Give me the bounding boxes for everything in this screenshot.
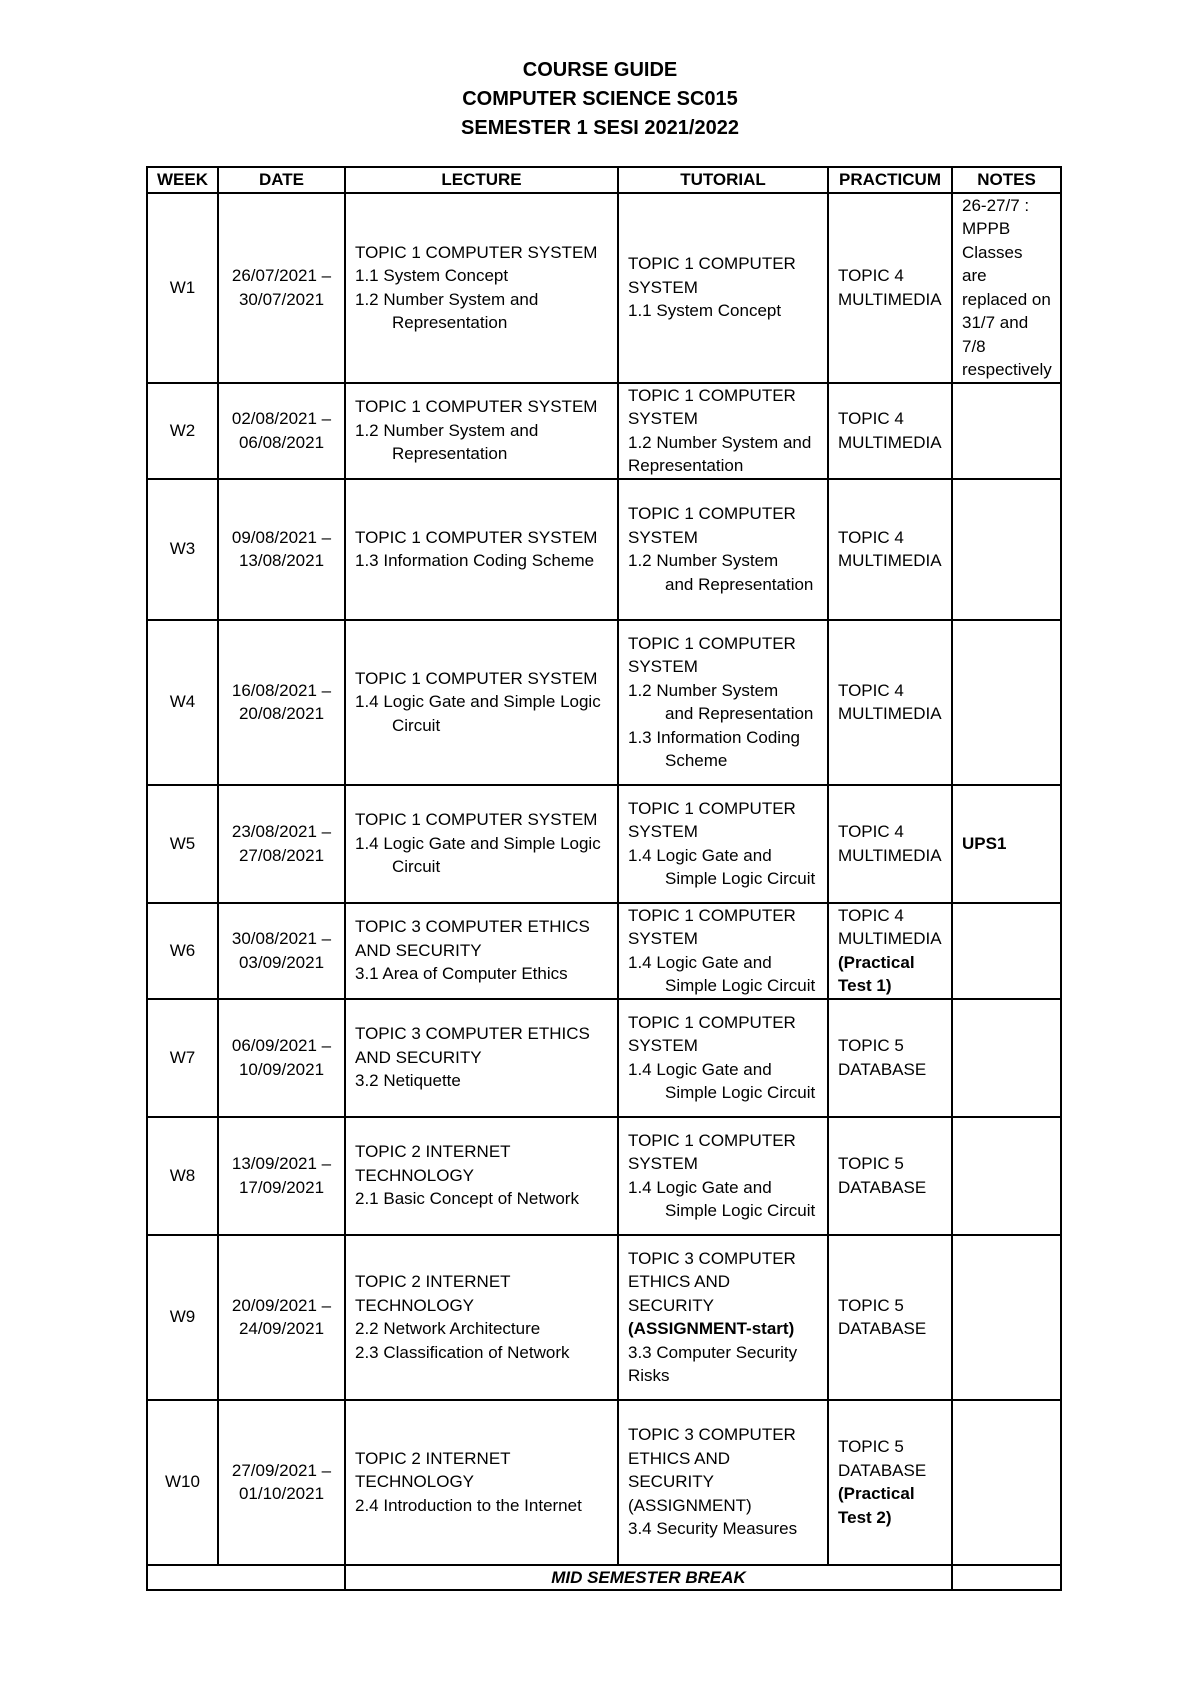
date-cell xyxy=(218,1117,345,1235)
notes-cell xyxy=(952,1235,1061,1400)
practicum-line: TOPIC 4 xyxy=(838,822,904,841)
date-start: 30/08/2021 – xyxy=(231,929,332,948)
tutorial-line: TOPIC 3 COMPUTER xyxy=(628,1425,796,1445)
date-cell xyxy=(218,903,345,999)
practicum-line: DATABASE xyxy=(838,1059,927,1079)
practicum-line: TOPIC 4 xyxy=(838,905,904,925)
tutorial-line: SYSTEM xyxy=(628,409,698,428)
lecture-cell xyxy=(345,1235,618,1400)
date-end: 10/09/2021 xyxy=(238,1059,325,1079)
notes-cell xyxy=(952,479,1061,620)
table-row xyxy=(147,1117,1061,1235)
week-cell: W2 xyxy=(147,383,218,479)
tutorial-line: ETHICS AND xyxy=(628,1448,731,1468)
date-end: 17/09/2021 xyxy=(238,1177,325,1197)
week-cell: W5 xyxy=(147,785,218,903)
date-start: 09/08/2021 – xyxy=(231,527,332,547)
date-cell xyxy=(218,479,345,620)
date-end: 01/10/2021 xyxy=(238,1484,325,1503)
table-body xyxy=(147,193,1061,1565)
notes-cell xyxy=(952,999,1061,1117)
date-start: 26/07/2021 – xyxy=(231,266,332,285)
lecture-line: 1.3 Information Coding Scheme xyxy=(355,551,595,570)
course-name: COMPUTER SCIENCE SC015 xyxy=(462,88,738,110)
practicum-line: MULTIMEDIA xyxy=(838,289,942,309)
week-cell: W9 xyxy=(147,1235,218,1400)
tutorial-line: Risks xyxy=(628,1366,670,1385)
practicum-line: TOPIC 5 xyxy=(838,1295,904,1315)
tutorial-cell xyxy=(618,1400,828,1565)
date-cell xyxy=(218,193,345,383)
column-header-lecture: LECTURE xyxy=(345,167,618,193)
date-start: 16/08/2021 – xyxy=(231,680,332,700)
practicum-cell xyxy=(828,479,952,620)
table-row xyxy=(147,903,1061,999)
tutorial-line: Simple Logic Circuit xyxy=(665,976,816,995)
lecture-line: 3.2 Netiquette xyxy=(355,1071,461,1091)
table-header-row xyxy=(147,167,1061,193)
lecture-line: 1.4 Logic Gate and Simple Logic xyxy=(355,692,601,712)
tutorial-cell xyxy=(618,193,828,383)
practicum-line: TOPIC 4 xyxy=(838,527,904,547)
notes-line: Classes are xyxy=(962,242,1023,285)
break-row-blank xyxy=(147,1565,345,1591)
notes-cell xyxy=(952,903,1061,999)
tutorial-line: SYSTEM xyxy=(628,1154,698,1173)
lecture-line: TOPIC 2 INTERNET xyxy=(355,1448,511,1468)
tutorial-line: TOPIC 1 COMPUTER xyxy=(628,385,796,405)
lecture-cell xyxy=(345,999,618,1117)
lecture-line: TECHNOLOGY xyxy=(355,1165,475,1185)
tutorial-line: TOPIC 3 COMPUTER xyxy=(628,1248,796,1268)
tutorial-line: and Representation xyxy=(665,574,814,594)
tutorial-line: Simple Logic Circuit xyxy=(665,1201,816,1220)
tutorial-cell xyxy=(618,785,828,903)
date-cell xyxy=(218,620,345,785)
week-cell: W1 xyxy=(147,193,218,383)
date-cell xyxy=(218,1235,345,1400)
tutorial-line: 1.2 Number System xyxy=(628,551,779,570)
date-cell xyxy=(218,785,345,903)
lecture-cell xyxy=(345,479,618,620)
table-row xyxy=(147,620,1061,785)
break-row xyxy=(147,1565,1061,1591)
notes-line: replaced on xyxy=(962,289,1051,309)
notes-line: 26-27/7 : xyxy=(962,195,1030,215)
lecture-line: Circuit xyxy=(392,715,441,735)
notes-line: MPPB xyxy=(962,219,1011,238)
tutorial-line: SECURITY xyxy=(628,1295,714,1315)
tutorial-line: (ASSIGNMENT-start) xyxy=(628,1319,795,1338)
notes-cell xyxy=(952,1117,1061,1235)
lecture-line: TOPIC 2 INTERNET xyxy=(355,1272,511,1291)
practicum-line: TOPIC 4 xyxy=(838,409,904,428)
practicum-cell xyxy=(828,785,952,903)
notes-line: respectively xyxy=(962,360,1052,379)
notes-cell xyxy=(952,383,1061,479)
lecture-line: Representation xyxy=(392,313,508,332)
lecture-line: AND SECURITY xyxy=(355,1047,482,1067)
tutorial-cell xyxy=(618,1117,828,1235)
notes-cell xyxy=(952,620,1061,785)
tutorial-line: 1.4 Logic Gate and xyxy=(628,1059,772,1079)
lecture-line: 3.1 Area of Computer Ethics xyxy=(355,964,568,984)
date-start: 20/09/2021 – xyxy=(231,1295,332,1315)
column-header-practicum: PRACTICUM xyxy=(828,167,952,193)
date-start: 27/09/2021 – xyxy=(231,1460,332,1480)
notes-cell xyxy=(952,193,1061,383)
tutorial-line: 3.3 Computer Security xyxy=(628,1342,798,1362)
tutorial-line: 1.3 Information Coding xyxy=(628,727,800,747)
lecture-cell xyxy=(345,1117,618,1235)
table-row xyxy=(147,479,1061,620)
notes-line: UPS1 xyxy=(962,833,1007,853)
lecture-line: 1.1 System Concept xyxy=(355,266,509,285)
lecture-line: AND SECURITY xyxy=(355,940,482,960)
tutorial-line: Representation xyxy=(628,456,744,475)
practicum-cell xyxy=(828,1400,952,1565)
date-start: 13/09/2021 – xyxy=(231,1154,332,1173)
practicum-line: (Practical xyxy=(838,952,915,972)
week-cell: W7 xyxy=(147,999,218,1117)
lecture-line: TECHNOLOGY xyxy=(355,1472,475,1492)
table-row xyxy=(147,1400,1061,1565)
lecture-line: 2.2 Network Architecture xyxy=(355,1319,541,1338)
lecture-cell xyxy=(345,785,618,903)
column-header-tutorial: TUTORIAL xyxy=(618,167,828,193)
tutorial-line: SECURITY xyxy=(628,1472,714,1492)
lecture-cell xyxy=(345,193,618,383)
tutorial-line: TOPIC 1 COMPUTER xyxy=(628,1130,796,1150)
practicum-cell xyxy=(828,1117,952,1235)
practicum-line: MULTIMEDIA xyxy=(838,551,942,570)
tutorial-line: TOPIC 1 COMPUTER xyxy=(628,1012,796,1032)
tutorial-line: TOPIC 1 COMPUTER xyxy=(628,254,796,274)
tutorial-line: Simple Logic Circuit xyxy=(665,869,816,888)
week-cell: W3 xyxy=(147,479,218,620)
lecture-line: TOPIC 2 INTERNET xyxy=(355,1142,511,1162)
date-cell xyxy=(218,999,345,1117)
tutorial-cell xyxy=(618,903,828,999)
mid-semester-break-label: MID SEMESTER BREAK xyxy=(345,1565,952,1591)
break-row-notes xyxy=(952,1565,1061,1591)
course-guide-table xyxy=(146,166,1062,1591)
practicum-line: MULTIMEDIA xyxy=(838,432,942,452)
date-end: 27/08/2021 xyxy=(238,845,325,865)
tutorial-cell xyxy=(618,620,828,785)
practicum-line: TOPIC 5 xyxy=(838,1154,904,1173)
tutorial-line: 1.2 Number System xyxy=(628,680,779,700)
date-cell xyxy=(218,1400,345,1565)
notes-cell xyxy=(952,785,1061,903)
column-header-week: WEEK xyxy=(147,167,218,193)
lecture-line: 2.1 Basic Concept of Network xyxy=(355,1189,579,1209)
date-end: 24/09/2021 xyxy=(238,1319,325,1338)
lecture-line: 1.4 Logic Gate and Simple Logic xyxy=(355,833,601,853)
lecture-cell xyxy=(345,383,618,479)
tutorial-line: TOPIC 1 COMPUTER xyxy=(628,633,796,653)
table-row xyxy=(147,383,1061,479)
practicum-line: TOPIC 5 xyxy=(838,1437,904,1456)
practicum-line: MULTIMEDIA xyxy=(838,929,942,948)
date-end: 03/09/2021 xyxy=(238,952,325,972)
date-cell xyxy=(218,383,345,479)
column-header-notes: NOTES xyxy=(952,167,1061,193)
tutorial-line: and Representation xyxy=(665,704,814,723)
tutorial-line: 1.2 Number System and xyxy=(628,432,812,452)
date-end: 30/07/2021 xyxy=(238,289,325,309)
lecture-line: 1.2 Number System and xyxy=(355,420,539,440)
practicum-line: TOPIC 5 xyxy=(838,1036,904,1055)
practicum-cell xyxy=(828,383,952,479)
practicum-line: (Practical xyxy=(838,1484,915,1503)
document-header xyxy=(0,56,1200,143)
practicum-line: TOPIC 4 xyxy=(838,266,904,285)
lecture-line: 2.3 Classification of Network xyxy=(355,1342,570,1362)
lecture-line: Representation xyxy=(392,444,508,464)
tutorial-line: TOPIC 1 COMPUTER xyxy=(628,798,796,818)
lecture-cell xyxy=(345,903,618,999)
tutorial-line: Simple Logic Circuit xyxy=(665,1083,816,1102)
notes-cell xyxy=(952,1400,1061,1565)
lecture-line: TOPIC 3 COMPUTER ETHICS xyxy=(355,917,590,937)
practicum-line: Test 1) xyxy=(838,976,892,995)
date-end: 06/08/2021 xyxy=(238,432,325,452)
column-header-date: DATE xyxy=(218,167,345,193)
table-row xyxy=(147,193,1061,383)
practicum-line: MULTIMEDIA xyxy=(838,704,942,723)
lecture-line: TECHNOLOGY xyxy=(355,1295,475,1315)
document-title: COURSE GUIDE xyxy=(522,59,678,81)
tutorial-line: TOPIC 1 COMPUTER xyxy=(628,905,796,925)
practicum-cell xyxy=(828,620,952,785)
table-row xyxy=(147,999,1061,1117)
tutorial-line: SYSTEM xyxy=(628,822,698,841)
tutorial-cell xyxy=(618,383,828,479)
lecture-line: TOPIC 1 COMPUTER SYSTEM xyxy=(355,668,598,688)
table-row xyxy=(147,1235,1061,1400)
week-cell: W4 xyxy=(147,620,218,785)
practicum-line: MULTIMEDIA xyxy=(838,845,942,865)
semester-label: SEMESTER 1 SESI 2021/2022 xyxy=(461,117,739,139)
tutorial-line: SYSTEM xyxy=(628,527,698,547)
tutorial-cell xyxy=(618,479,828,620)
date-end: 13/08/2021 xyxy=(238,551,325,570)
lecture-line: 1.2 Number System and xyxy=(355,289,539,309)
lecture-line: TOPIC 1 COMPUTER SYSTEM xyxy=(355,810,598,830)
practicum-line: DATABASE xyxy=(838,1177,927,1197)
lecture-cell xyxy=(345,1400,618,1565)
practicum-line: DATABASE xyxy=(838,1319,927,1338)
tutorial-line: ETHICS AND xyxy=(628,1272,731,1291)
tutorial-line: 1.1 System Concept xyxy=(628,301,782,321)
table-row xyxy=(147,785,1061,903)
practicum-cell xyxy=(828,903,952,999)
tutorial-line: 3.4 Security Measures xyxy=(628,1519,798,1539)
tutorial-line: TOPIC 1 COMPUTER xyxy=(628,504,796,523)
practicum-cell xyxy=(828,193,952,383)
tutorial-line: (ASSIGNMENT) xyxy=(628,1495,752,1515)
notes-line: 7/8 xyxy=(962,336,986,356)
tutorial-line: 1.4 Logic Gate and xyxy=(628,952,772,972)
tutorial-line: 1.4 Logic Gate and xyxy=(628,845,772,865)
tutorial-cell xyxy=(618,1235,828,1400)
tutorial-line: SYSTEM xyxy=(628,1036,698,1055)
lecture-line: TOPIC 1 COMPUTER SYSTEM xyxy=(355,397,598,417)
practicum-line: DATABASE xyxy=(838,1460,927,1480)
practicum-line: TOPIC 4 xyxy=(838,680,904,700)
lecture-line: TOPIC 1 COMPUTER SYSTEM xyxy=(355,527,598,547)
week-cell: W8 xyxy=(147,1117,218,1235)
lecture-line: 2.4 Introduction to the Internet xyxy=(355,1495,582,1515)
tutorial-line: 1.4 Logic Gate and xyxy=(628,1177,772,1197)
week-cell: W6 xyxy=(147,903,218,999)
tutorial-cell xyxy=(618,999,828,1117)
date-end: 20/08/2021 xyxy=(238,704,325,723)
lecture-line: TOPIC 3 COMPUTER ETHICS xyxy=(355,1024,590,1044)
week-cell: W10 xyxy=(147,1400,218,1565)
tutorial-line: SYSTEM xyxy=(628,657,698,676)
practicum-cell xyxy=(828,999,952,1117)
practicum-cell xyxy=(828,1235,952,1400)
notes-line: 31/7 and xyxy=(962,313,1029,332)
tutorial-line: SYSTEM xyxy=(628,929,698,948)
date-start: 02/08/2021 – xyxy=(231,409,332,428)
lecture-line: Circuit xyxy=(392,857,441,877)
date-start: 23/08/2021 – xyxy=(231,822,332,841)
practicum-line: Test 2) xyxy=(838,1507,892,1527)
tutorial-line: SYSTEM xyxy=(628,277,698,297)
lecture-line: TOPIC 1 COMPUTER SYSTEM xyxy=(355,242,598,262)
lecture-cell xyxy=(345,620,618,785)
tutorial-line: Scheme xyxy=(665,751,728,770)
date-start: 06/09/2021 – xyxy=(231,1036,332,1055)
